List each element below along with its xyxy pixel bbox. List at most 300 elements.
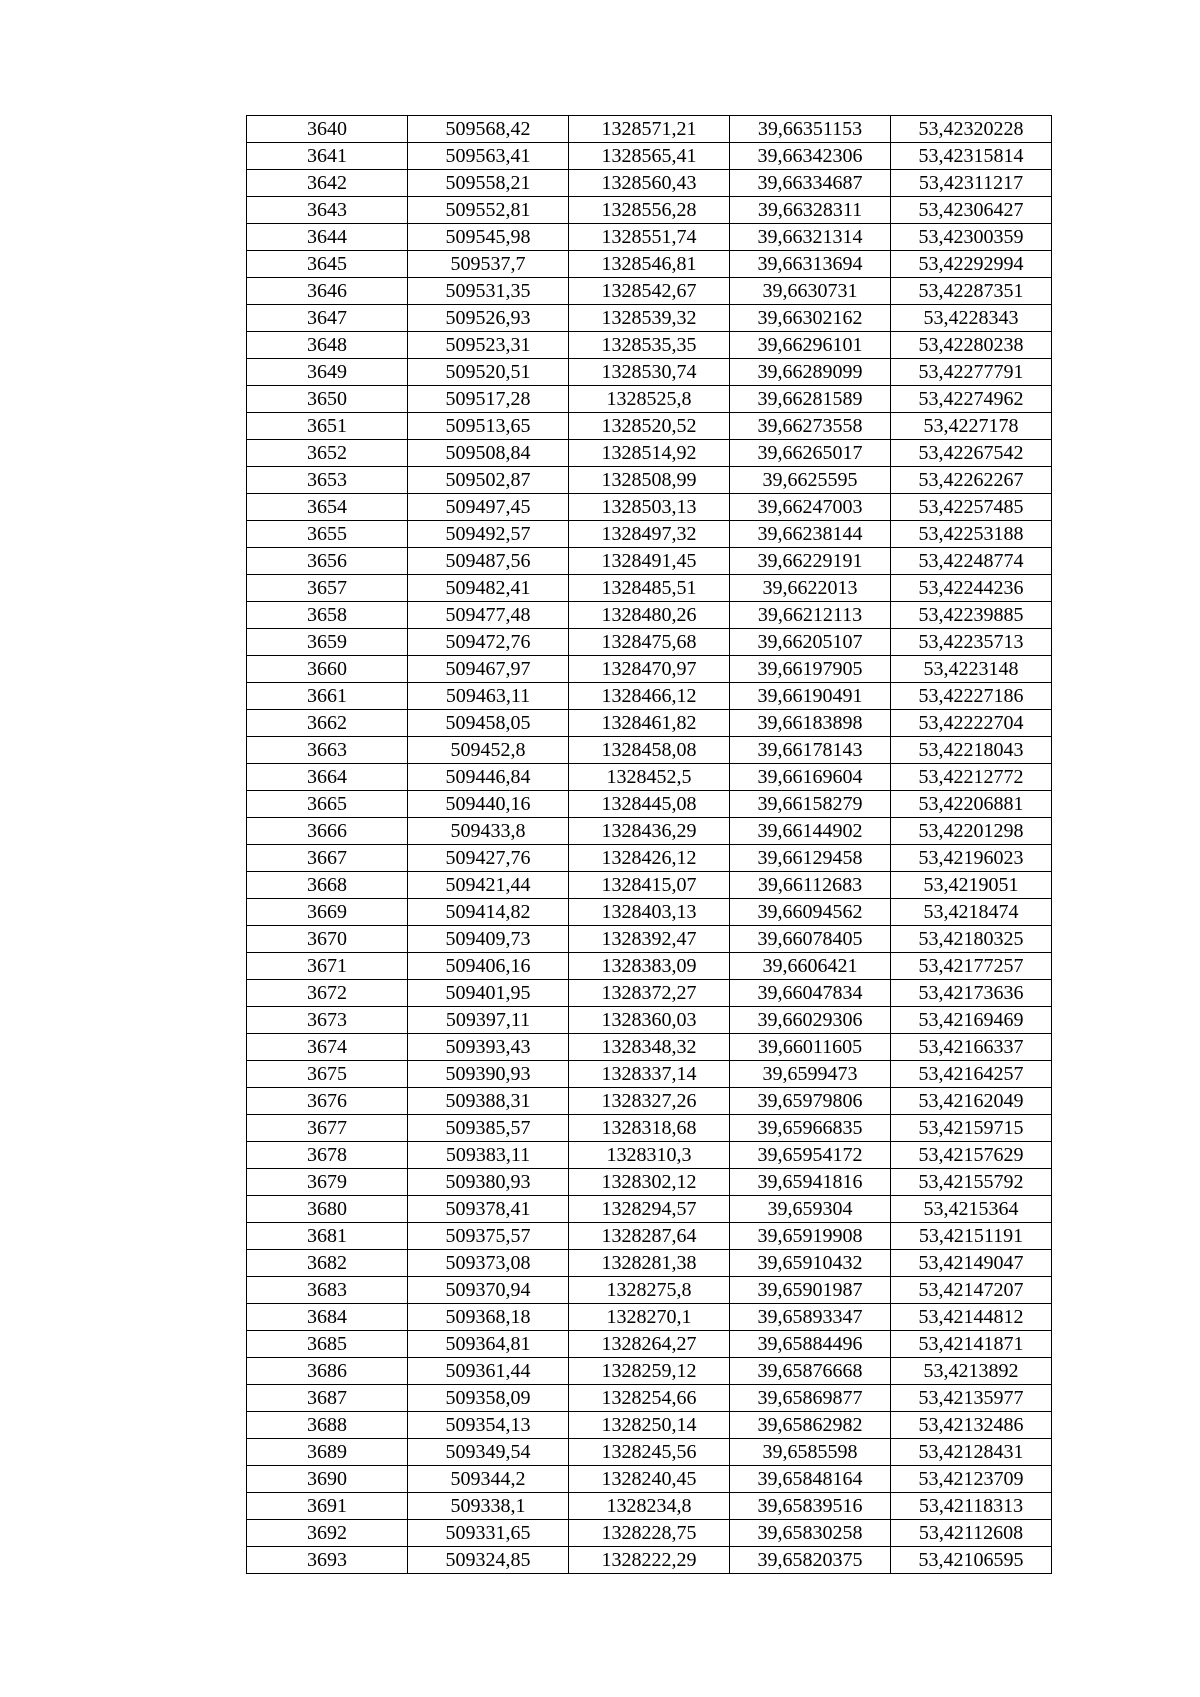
latitude-cell: 53,42135977 [891, 1385, 1052, 1412]
x-coordinate-cell: 509344,2 [408, 1466, 569, 1493]
longitude-cell: 39,65839516 [730, 1493, 891, 1520]
y-coordinate-cell: 1328287,64 [569, 1223, 730, 1250]
longitude-cell: 39,65979806 [730, 1088, 891, 1115]
point-number-cell: 3689 [247, 1439, 408, 1466]
longitude-cell: 39,66112683 [730, 872, 891, 899]
longitude-cell: 39,66342306 [730, 143, 891, 170]
y-coordinate-cell: 1328426,12 [569, 845, 730, 872]
point-number-cell: 3668 [247, 872, 408, 899]
point-number-cell: 3655 [247, 521, 408, 548]
point-number-cell: 3663 [247, 737, 408, 764]
x-coordinate-cell: 509472,76 [408, 629, 569, 656]
point-number-cell: 3656 [247, 548, 408, 575]
longitude-cell: 39,66094562 [730, 899, 891, 926]
latitude-cell: 53,42164257 [891, 1061, 1052, 1088]
latitude-cell: 53,42180325 [891, 926, 1052, 953]
y-coordinate-cell: 1328222,29 [569, 1547, 730, 1574]
latitude-cell: 53,42253188 [891, 521, 1052, 548]
table-row [247, 170, 1052, 197]
x-coordinate-cell: 509526,93 [408, 305, 569, 332]
x-coordinate-cell: 509401,95 [408, 980, 569, 1007]
latitude-cell: 53,42196023 [891, 845, 1052, 872]
y-coordinate-cell: 1328503,13 [569, 494, 730, 521]
latitude-cell: 53,42118313 [891, 1493, 1052, 1520]
latitude-cell: 53,4227178 [891, 413, 1052, 440]
x-coordinate-cell: 509393,43 [408, 1034, 569, 1061]
table-row [247, 548, 1052, 575]
table-row [247, 737, 1052, 764]
y-coordinate-cell: 1328461,82 [569, 710, 730, 737]
longitude-cell: 39,66328311 [730, 197, 891, 224]
table-row [247, 710, 1052, 737]
point-number-cell: 3671 [247, 953, 408, 980]
longitude-cell: 39,65876668 [730, 1358, 891, 1385]
y-coordinate-cell: 1328383,09 [569, 953, 730, 980]
x-coordinate-cell: 509513,65 [408, 413, 569, 440]
x-coordinate-cell: 509380,93 [408, 1169, 569, 1196]
latitude-cell: 53,4223148 [891, 656, 1052, 683]
table-row [247, 1547, 1052, 1574]
point-number-cell: 3653 [247, 467, 408, 494]
y-coordinate-cell: 1328254,66 [569, 1385, 730, 1412]
table-row [247, 359, 1052, 386]
table-row [247, 683, 1052, 710]
table-row [247, 1277, 1052, 1304]
table-row [247, 1034, 1052, 1061]
table-row [247, 494, 1052, 521]
table-row [247, 656, 1052, 683]
x-coordinate-cell: 509452,8 [408, 737, 569, 764]
x-coordinate-cell: 509354,13 [408, 1412, 569, 1439]
latitude-cell: 53,42147207 [891, 1277, 1052, 1304]
x-coordinate-cell: 509388,31 [408, 1088, 569, 1115]
table-row [247, 629, 1052, 656]
y-coordinate-cell: 1328530,74 [569, 359, 730, 386]
x-coordinate-cell: 509568,42 [408, 116, 569, 143]
longitude-cell: 39,66190491 [730, 683, 891, 710]
point-number-cell: 3664 [247, 764, 408, 791]
longitude-cell: 39,66281589 [730, 386, 891, 413]
point-number-cell: 3654 [247, 494, 408, 521]
latitude-cell: 53,42169469 [891, 1007, 1052, 1034]
y-coordinate-cell: 1328360,03 [569, 1007, 730, 1034]
x-coordinate-cell: 509414,82 [408, 899, 569, 926]
point-number-cell: 3678 [247, 1142, 408, 1169]
latitude-cell: 53,42201298 [891, 818, 1052, 845]
point-number-cell: 3662 [247, 710, 408, 737]
longitude-cell: 39,6625595 [730, 467, 891, 494]
longitude-cell: 39,6585598 [730, 1439, 891, 1466]
longitude-cell: 39,66011605 [730, 1034, 891, 1061]
longitude-cell: 39,65941816 [730, 1169, 891, 1196]
y-coordinate-cell: 1328565,41 [569, 143, 730, 170]
latitude-cell: 53,42262267 [891, 467, 1052, 494]
point-number-cell: 3667 [247, 845, 408, 872]
x-coordinate-cell: 509463,11 [408, 683, 569, 710]
latitude-cell: 53,42157629 [891, 1142, 1052, 1169]
y-coordinate-cell: 1328571,21 [569, 116, 730, 143]
latitude-cell: 53,42218043 [891, 737, 1052, 764]
table-row [247, 1331, 1052, 1358]
latitude-cell: 53,42155792 [891, 1169, 1052, 1196]
x-coordinate-cell: 509375,57 [408, 1223, 569, 1250]
latitude-cell: 53,42212772 [891, 764, 1052, 791]
y-coordinate-cell: 1328520,52 [569, 413, 730, 440]
y-coordinate-cell: 1328480,26 [569, 602, 730, 629]
longitude-cell: 39,6630731 [730, 278, 891, 305]
latitude-cell: 53,42222704 [891, 710, 1052, 737]
table-row [247, 980, 1052, 1007]
latitude-cell: 53,4228343 [891, 305, 1052, 332]
y-coordinate-cell: 1328458,08 [569, 737, 730, 764]
point-number-cell: 3665 [247, 791, 408, 818]
x-coordinate-cell: 509368,18 [408, 1304, 569, 1331]
x-coordinate-cell: 509502,87 [408, 467, 569, 494]
latitude-cell: 53,42280238 [891, 332, 1052, 359]
longitude-cell: 39,6606421 [730, 953, 891, 980]
x-coordinate-cell: 509458,05 [408, 710, 569, 737]
x-coordinate-cell: 509446,84 [408, 764, 569, 791]
latitude-cell: 53,42315814 [891, 143, 1052, 170]
y-coordinate-cell: 1328403,13 [569, 899, 730, 926]
point-number-cell: 3650 [247, 386, 408, 413]
x-coordinate-cell: 509378,41 [408, 1196, 569, 1223]
point-number-cell: 3660 [247, 656, 408, 683]
x-coordinate-cell: 509520,51 [408, 359, 569, 386]
longitude-cell: 39,66229191 [730, 548, 891, 575]
point-number-cell: 3672 [247, 980, 408, 1007]
point-number-cell: 3683 [247, 1277, 408, 1304]
longitude-cell: 39,66247003 [730, 494, 891, 521]
x-coordinate-cell: 509523,31 [408, 332, 569, 359]
point-number-cell: 3686 [247, 1358, 408, 1385]
longitude-cell: 39,65966835 [730, 1115, 891, 1142]
y-coordinate-cell: 1328436,29 [569, 818, 730, 845]
table-row [247, 872, 1052, 899]
x-coordinate-cell: 509373,08 [408, 1250, 569, 1277]
point-number-cell: 3659 [247, 629, 408, 656]
latitude-cell: 53,42320228 [891, 116, 1052, 143]
x-coordinate-cell: 509361,44 [408, 1358, 569, 1385]
table-row [247, 1088, 1052, 1115]
latitude-cell: 53,42300359 [891, 224, 1052, 251]
y-coordinate-cell: 1328514,92 [569, 440, 730, 467]
latitude-cell: 53,42235713 [891, 629, 1052, 656]
point-number-cell: 3679 [247, 1169, 408, 1196]
x-coordinate-cell: 509324,85 [408, 1547, 569, 1574]
table-row [247, 413, 1052, 440]
y-coordinate-cell: 1328392,47 [569, 926, 730, 953]
table-row [247, 332, 1052, 359]
table-row [247, 305, 1052, 332]
point-number-cell: 3643 [247, 197, 408, 224]
latitude-cell: 53,42177257 [891, 953, 1052, 980]
y-coordinate-cell: 1328475,68 [569, 629, 730, 656]
table-row [247, 1223, 1052, 1250]
latitude-cell: 53,42123709 [891, 1466, 1052, 1493]
y-coordinate-cell: 1328415,07 [569, 872, 730, 899]
longitude-cell: 39,66169604 [730, 764, 891, 791]
x-coordinate-cell: 509531,35 [408, 278, 569, 305]
latitude-cell: 53,42287351 [891, 278, 1052, 305]
point-number-cell: 3651 [247, 413, 408, 440]
table-row [247, 1466, 1052, 1493]
table-row [247, 521, 1052, 548]
y-coordinate-cell: 1328234,8 [569, 1493, 730, 1520]
table-row [247, 116, 1052, 143]
latitude-cell: 53,42239885 [891, 602, 1052, 629]
longitude-cell: 39,65919908 [730, 1223, 891, 1250]
longitude-cell: 39,66334687 [730, 170, 891, 197]
longitude-cell: 39,65820375 [730, 1547, 891, 1574]
longitude-cell: 39,66313694 [730, 251, 891, 278]
point-number-cell: 3685 [247, 1331, 408, 1358]
point-number-cell: 3649 [247, 359, 408, 386]
table-row [247, 1142, 1052, 1169]
coordinates-table-body [247, 116, 1052, 1574]
table-row [247, 791, 1052, 818]
y-coordinate-cell: 1328337,14 [569, 1061, 730, 1088]
table-row [247, 386, 1052, 413]
table-row [247, 1250, 1052, 1277]
latitude-cell: 53,42112608 [891, 1520, 1052, 1547]
latitude-cell: 53,4219051 [891, 872, 1052, 899]
table-row [247, 1493, 1052, 1520]
point-number-cell: 3648 [247, 332, 408, 359]
longitude-cell: 39,66129458 [730, 845, 891, 872]
longitude-cell: 39,66047834 [730, 980, 891, 1007]
point-number-cell: 3657 [247, 575, 408, 602]
longitude-cell: 39,66296101 [730, 332, 891, 359]
latitude-cell: 53,42128431 [891, 1439, 1052, 1466]
point-number-cell: 3690 [247, 1466, 408, 1493]
latitude-cell: 53,42311217 [891, 170, 1052, 197]
table-row [247, 1520, 1052, 1547]
latitude-cell: 53,4213892 [891, 1358, 1052, 1385]
x-coordinate-cell: 509406,16 [408, 953, 569, 980]
longitude-cell: 39,66351153 [730, 116, 891, 143]
table-row [247, 278, 1052, 305]
point-number-cell: 3677 [247, 1115, 408, 1142]
x-coordinate-cell: 509492,57 [408, 521, 569, 548]
point-number-cell: 3644 [247, 224, 408, 251]
y-coordinate-cell: 1328240,45 [569, 1466, 730, 1493]
table-row [247, 1007, 1052, 1034]
y-coordinate-cell: 1328556,28 [569, 197, 730, 224]
y-coordinate-cell: 1328445,08 [569, 791, 730, 818]
latitude-cell: 53,42159715 [891, 1115, 1052, 1142]
y-coordinate-cell: 1328245,56 [569, 1439, 730, 1466]
y-coordinate-cell: 1328497,32 [569, 521, 730, 548]
table-row [247, 1358, 1052, 1385]
table-row [247, 1061, 1052, 1088]
table-row [247, 764, 1052, 791]
longitude-cell: 39,65901987 [730, 1277, 891, 1304]
y-coordinate-cell: 1328485,51 [569, 575, 730, 602]
latitude-cell: 53,42277791 [891, 359, 1052, 386]
latitude-cell: 53,42274962 [891, 386, 1052, 413]
point-number-cell: 3669 [247, 899, 408, 926]
point-number-cell: 3666 [247, 818, 408, 845]
longitude-cell: 39,65862982 [730, 1412, 891, 1439]
y-coordinate-cell: 1328259,12 [569, 1358, 730, 1385]
table-row [247, 1304, 1052, 1331]
latitude-cell: 53,42306427 [891, 197, 1052, 224]
y-coordinate-cell: 1328250,14 [569, 1412, 730, 1439]
y-coordinate-cell: 1328546,81 [569, 251, 730, 278]
point-number-cell: 3647 [247, 305, 408, 332]
y-coordinate-cell: 1328281,38 [569, 1250, 730, 1277]
latitude-cell: 53,42149047 [891, 1250, 1052, 1277]
point-number-cell: 3661 [247, 683, 408, 710]
y-coordinate-cell: 1328264,27 [569, 1331, 730, 1358]
y-coordinate-cell: 1328310,3 [569, 1142, 730, 1169]
latitude-cell: 53,42132486 [891, 1412, 1052, 1439]
x-coordinate-cell: 509552,81 [408, 197, 569, 224]
longitude-cell: 39,65893347 [730, 1304, 891, 1331]
table-row [247, 197, 1052, 224]
longitude-cell: 39,65848164 [730, 1466, 891, 1493]
y-coordinate-cell: 1328270,1 [569, 1304, 730, 1331]
longitude-cell: 39,66273558 [730, 413, 891, 440]
x-coordinate-cell: 509358,09 [408, 1385, 569, 1412]
table-row [247, 143, 1052, 170]
point-number-cell: 3658 [247, 602, 408, 629]
x-coordinate-cell: 509545,98 [408, 224, 569, 251]
x-coordinate-cell: 509409,73 [408, 926, 569, 953]
y-coordinate-cell: 1328542,67 [569, 278, 730, 305]
table-row [247, 575, 1052, 602]
y-coordinate-cell: 1328348,32 [569, 1034, 730, 1061]
x-coordinate-cell: 509397,11 [408, 1007, 569, 1034]
table-row [247, 953, 1052, 980]
latitude-cell: 53,42151191 [891, 1223, 1052, 1250]
table-row [247, 899, 1052, 926]
table-row [247, 818, 1052, 845]
point-number-cell: 3670 [247, 926, 408, 953]
x-coordinate-cell: 509427,76 [408, 845, 569, 872]
table-row [247, 926, 1052, 953]
point-number-cell: 3680 [247, 1196, 408, 1223]
table-row [247, 1115, 1052, 1142]
x-coordinate-cell: 509537,7 [408, 251, 569, 278]
longitude-cell: 39,66197905 [730, 656, 891, 683]
latitude-cell: 53,42106595 [891, 1547, 1052, 1574]
longitude-cell: 39,65884496 [730, 1331, 891, 1358]
table-row [247, 251, 1052, 278]
latitude-cell: 53,42292994 [891, 251, 1052, 278]
y-coordinate-cell: 1328275,8 [569, 1277, 730, 1304]
y-coordinate-cell: 1328535,35 [569, 332, 730, 359]
coordinates-table [246, 115, 1052, 1574]
latitude-cell: 53,4218474 [891, 899, 1052, 926]
latitude-cell: 53,42162049 [891, 1088, 1052, 1115]
latitude-cell: 53,42227186 [891, 683, 1052, 710]
point-number-cell: 3641 [247, 143, 408, 170]
longitude-cell: 39,65910432 [730, 1250, 891, 1277]
x-coordinate-cell: 509563,41 [408, 143, 569, 170]
latitude-cell: 53,42141871 [891, 1331, 1052, 1358]
x-coordinate-cell: 509390,93 [408, 1061, 569, 1088]
y-coordinate-cell: 1328551,74 [569, 224, 730, 251]
longitude-cell: 39,65830258 [730, 1520, 891, 1547]
point-number-cell: 3682 [247, 1250, 408, 1277]
table-row [247, 467, 1052, 494]
table-row [247, 440, 1052, 467]
table-row [247, 1439, 1052, 1466]
y-coordinate-cell: 1328470,97 [569, 656, 730, 683]
latitude-cell: 53,42267542 [891, 440, 1052, 467]
longitude-cell: 39,66265017 [730, 440, 891, 467]
x-coordinate-cell: 509433,8 [408, 818, 569, 845]
table-row [247, 845, 1052, 872]
longitude-cell: 39,65869877 [730, 1385, 891, 1412]
point-number-cell: 3652 [247, 440, 408, 467]
y-coordinate-cell: 1328560,43 [569, 170, 730, 197]
point-number-cell: 3687 [247, 1385, 408, 1412]
x-coordinate-cell: 509558,21 [408, 170, 569, 197]
x-coordinate-cell: 509508,84 [408, 440, 569, 467]
y-coordinate-cell: 1328539,32 [569, 305, 730, 332]
y-coordinate-cell: 1328302,12 [569, 1169, 730, 1196]
point-number-cell: 3692 [247, 1520, 408, 1547]
longitude-cell: 39,66289099 [730, 359, 891, 386]
x-coordinate-cell: 509497,45 [408, 494, 569, 521]
table-row [247, 1412, 1052, 1439]
x-coordinate-cell: 509477,48 [408, 602, 569, 629]
latitude-cell: 53,42206881 [891, 791, 1052, 818]
longitude-cell: 39,66302162 [730, 305, 891, 332]
latitude-cell: 53,42244236 [891, 575, 1052, 602]
x-coordinate-cell: 509517,28 [408, 386, 569, 413]
point-number-cell: 3645 [247, 251, 408, 278]
point-number-cell: 3674 [247, 1034, 408, 1061]
point-number-cell: 3640 [247, 116, 408, 143]
point-number-cell: 3676 [247, 1088, 408, 1115]
longitude-cell: 39,66178143 [730, 737, 891, 764]
longitude-cell: 39,66238144 [730, 521, 891, 548]
x-coordinate-cell: 509385,57 [408, 1115, 569, 1142]
longitude-cell: 39,66205107 [730, 629, 891, 656]
x-coordinate-cell: 509364,81 [408, 1331, 569, 1358]
latitude-cell: 53,42144812 [891, 1304, 1052, 1331]
longitude-cell: 39,6622013 [730, 575, 891, 602]
longitude-cell: 39,66144902 [730, 818, 891, 845]
longitude-cell: 39,66029306 [730, 1007, 891, 1034]
y-coordinate-cell: 1328372,27 [569, 980, 730, 1007]
y-coordinate-cell: 1328525,8 [569, 386, 730, 413]
x-coordinate-cell: 509482,41 [408, 575, 569, 602]
longitude-cell: 39,659304 [730, 1196, 891, 1223]
latitude-cell: 53,42173636 [891, 980, 1052, 1007]
y-coordinate-cell: 1328228,75 [569, 1520, 730, 1547]
point-number-cell: 3688 [247, 1412, 408, 1439]
point-number-cell: 3693 [247, 1547, 408, 1574]
x-coordinate-cell: 509421,44 [408, 872, 569, 899]
table-row [247, 1385, 1052, 1412]
x-coordinate-cell: 509349,54 [408, 1439, 569, 1466]
longitude-cell: 39,6599473 [730, 1061, 891, 1088]
longitude-cell: 39,65954172 [730, 1142, 891, 1169]
longitude-cell: 39,66212113 [730, 602, 891, 629]
x-coordinate-cell: 509467,97 [408, 656, 569, 683]
x-coordinate-cell: 509338,1 [408, 1493, 569, 1520]
table-row [247, 602, 1052, 629]
x-coordinate-cell: 509440,16 [408, 791, 569, 818]
y-coordinate-cell: 1328491,45 [569, 548, 730, 575]
latitude-cell: 53,42248774 [891, 548, 1052, 575]
x-coordinate-cell: 509487,56 [408, 548, 569, 575]
